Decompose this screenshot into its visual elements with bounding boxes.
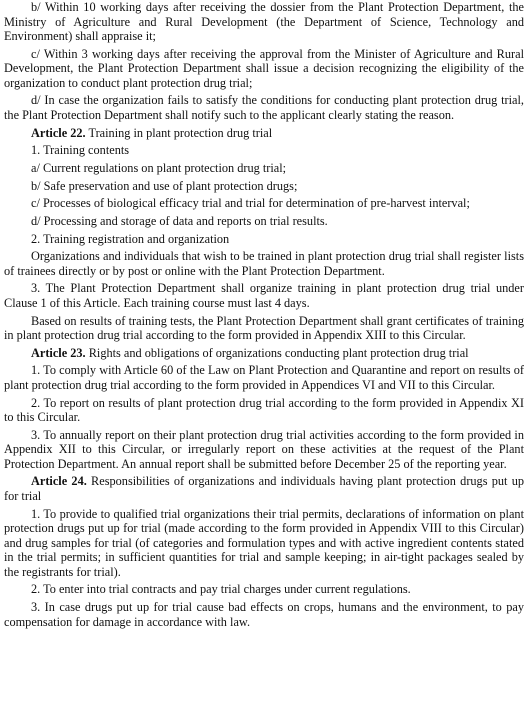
point-c-processes	[4, 196, 524, 211]
paragraph-text: 3. The Plant Protection Department shall organize training in plant protection drug trial under Clause 1 of this Article. Each training course must last 4 days.	[4, 281, 524, 310]
article-title: Rights and obligations of organizations conducting plant protection drug trial	[85, 345, 469, 360]
paragraph-text: 3. To annually report on their plant protection drug trial activities according to the form provided in Appendix XII to this Circular, or irregularly report on these activities at the request of the Plant Protection Department. An annual report shall be submitted before December 25 of the reporting year.	[4, 427, 524, 471]
paragraph-text: b/ Safe preservation and use of plant protection drugs;	[31, 178, 298, 193]
paragraph-text: 2. To report on results of plant protection drug trial according to the form provided in Appendix XI to this Circular.	[4, 395, 524, 425]
article-number: Article 24.	[31, 474, 87, 489]
article-22-heading	[4, 126, 524, 141]
paragraph-text: b/ Within 10 working days after receiving the dossier from the Plant Protection Department, the Ministry of Agriculture and Rural Development (the Department of Science, Technology and Environment) shall appraise it;	[4, 0, 524, 44]
article-number: Article 22.	[31, 125, 86, 140]
paragraph-text: c/ Within 3 working days after receiving the approval from the Minister of Agriculture and Rural Development, the Plant Protection Department shall issue a decision recognizing the eligibility of the organization to conduct plant protection drug trial;	[4, 46, 524, 90]
paragraph-text: Based on results of training tests, the Plant Protection Department shall grant certificates of training in plant protection drug trial according to the form provided in Appendix XIII to this Circular.	[4, 313, 524, 343]
article-23-heading	[4, 346, 524, 361]
point-a-regulations	[4, 161, 524, 176]
article-title: Responsibilities of organizations and individuals having plant protection drugs put up for trial	[4, 474, 524, 503]
paragraph-text: c/ Processes of biological efficacy trial and trial for determination of pre-harvest interval;	[31, 196, 470, 211]
paragraph-text: 1. To provide to qualified trial organizations their trial permits, declarations of information on plant protection drugs put up for trial (made according to the form provided in Appendix VIII to this Circular) and drug samples for trial (of categories and formulation types and with active ingredient contents stated in the trial permits; in sufficient quantities for trial and sample keeping; in air-tight packages sealed by the registrants for trial).	[4, 506, 524, 579]
paragraph-text: a/ Current regulations on plant protection drug trial;	[31, 160, 287, 175]
clause-organize-training	[4, 281, 524, 310]
clause-annual-report	[4, 428, 524, 472]
clause-trial-contracts	[4, 582, 524, 597]
point-b-safe-preservation	[4, 179, 524, 194]
paragraph-register-trainees	[4, 249, 524, 278]
paragraph-c-decision	[4, 47, 524, 91]
clause-report-results	[4, 396, 524, 425]
paragraph-text: 2. Training registration and organization	[31, 231, 230, 246]
paragraph-certificates	[4, 314, 524, 343]
paragraph-text: d/ In case the organization fails to satisfy the conditions for conducting plant protection drug trial, the Plant Protection Department shall notify such to the applicant clearly stating the reason.	[4, 93, 524, 123]
clause-provide-permits	[4, 507, 524, 580]
paragraph-text: 3. In case drugs put up for trial cause bad effects on crops, humans and the environment, to pay compensation for damage in accordance with law.	[4, 600, 524, 629]
article-24-heading	[4, 474, 524, 503]
article-title: Training in plant protection drug trial	[85, 125, 273, 140]
paragraph-text: 1. Training contents	[31, 143, 130, 158]
clause-training-contents	[4, 143, 524, 158]
paragraph-text: 2. To enter into trial contracts and pay trial charges under current regulations.	[31, 582, 411, 597]
clause-compensation	[4, 600, 524, 629]
paragraph-d-notify	[4, 93, 524, 122]
clause-comply-article-60	[4, 363, 524, 392]
paragraph-text: Organizations and individuals that wish to be trained in plant protection drug trial shall register lists of trainees directly or by post or online with the Plant Protection Department.	[4, 249, 524, 278]
point-d-data-processing	[4, 214, 524, 229]
paragraph-b-appraisal	[4, 0, 524, 44]
clause-training-registration	[4, 232, 524, 247]
article-number: Article 23.	[31, 345, 86, 360]
paragraph-text: 1. To comply with Article 60 of the Law on Plant Protection and Quarantine and report on results of plant protection drug trial according to the form provided in Appendices VI and VII to this Circular.	[4, 363, 524, 392]
paragraph-text: d/ Processing and storage of data and reports on trial results.	[31, 213, 328, 228]
